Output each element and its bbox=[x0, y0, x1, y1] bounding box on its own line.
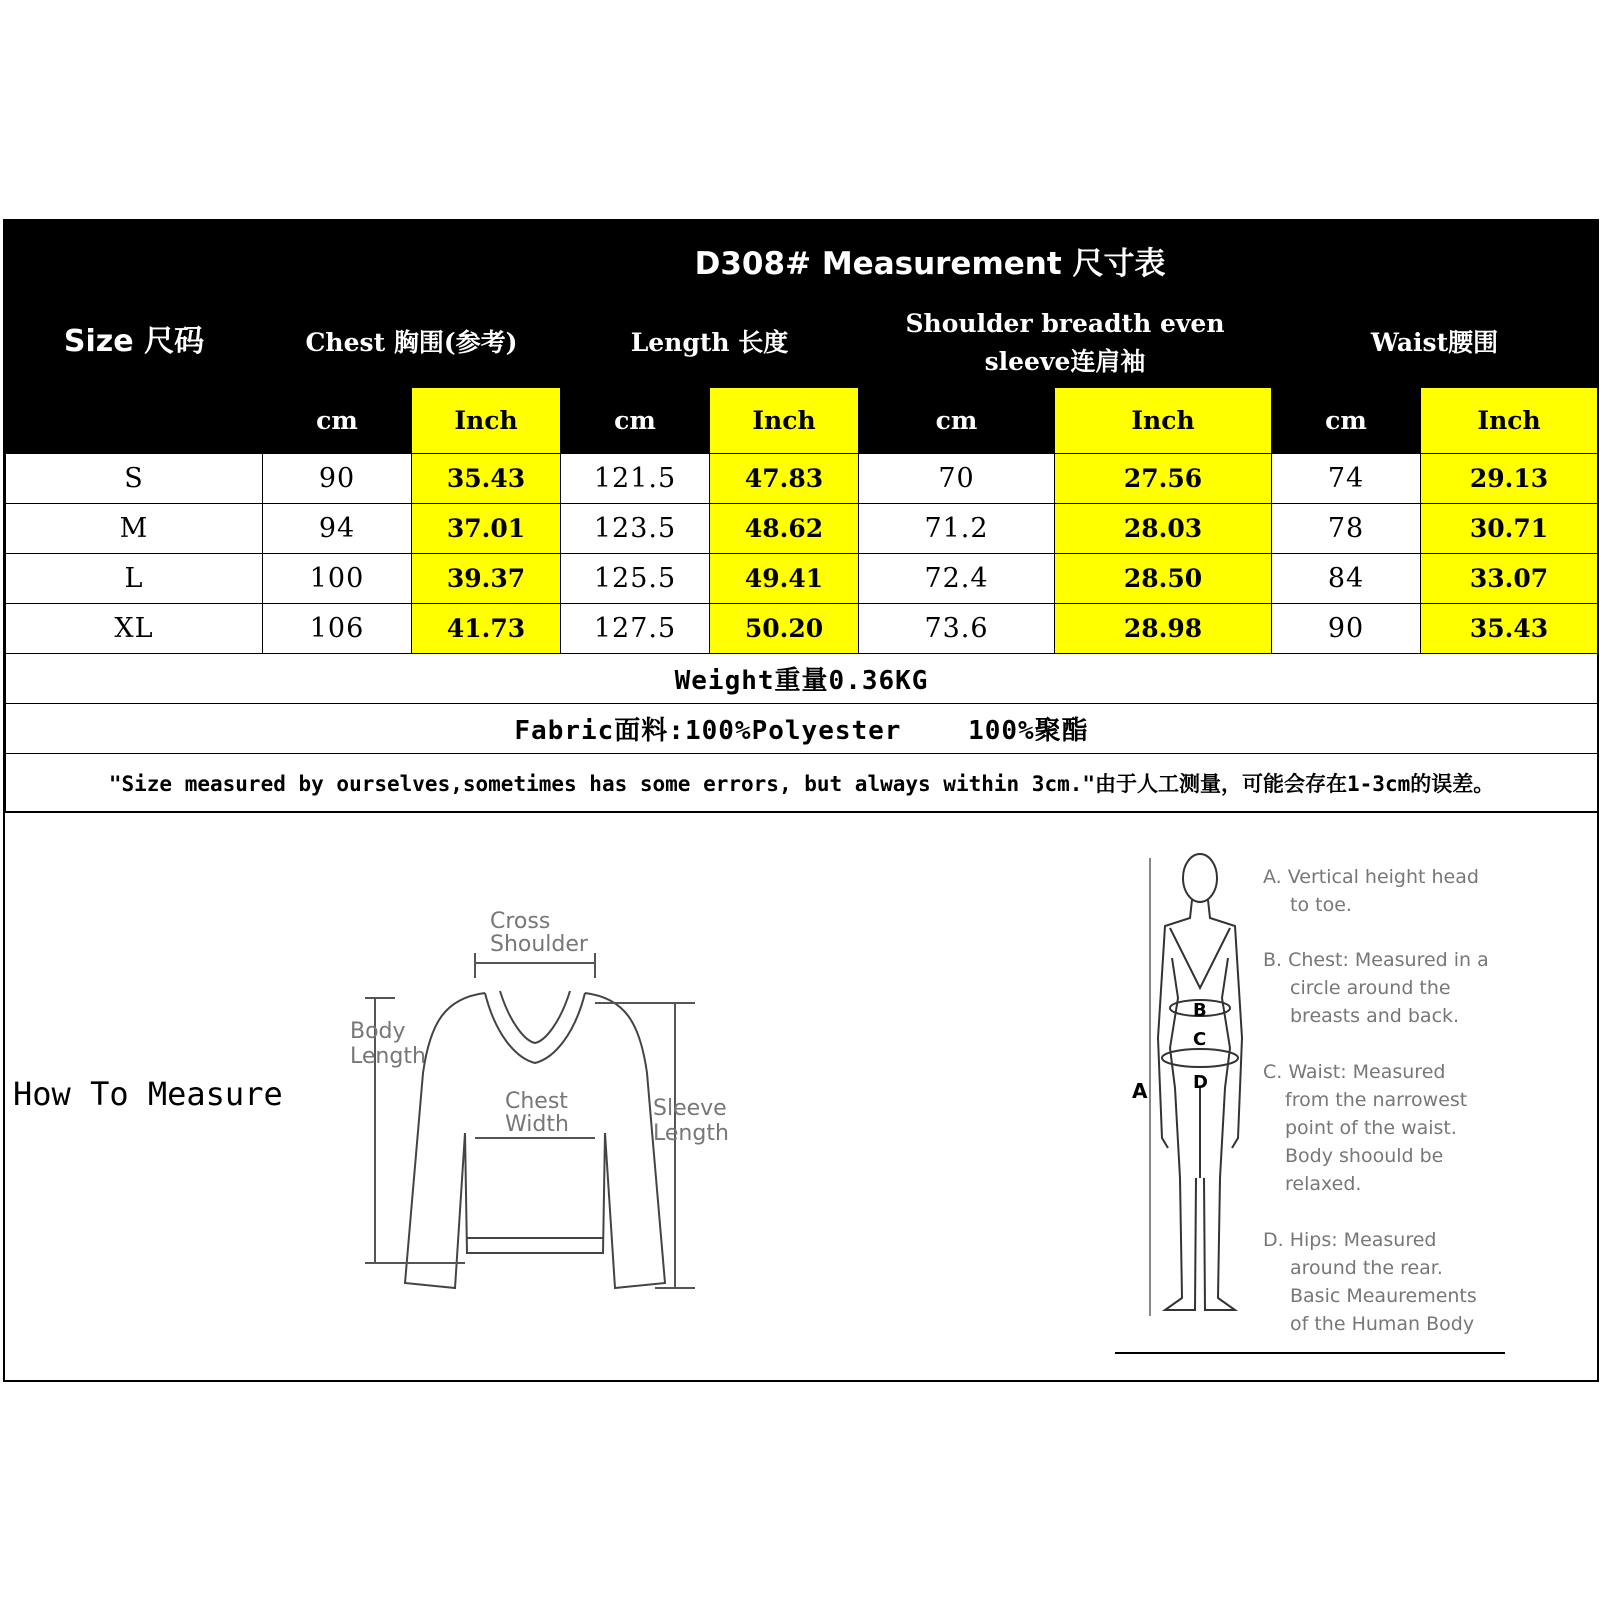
value-cell: 123.5 bbox=[561, 504, 710, 554]
chart-title: D308# Measurement 尺寸表 bbox=[263, 222, 1598, 299]
unit-inch: Inch bbox=[412, 388, 561, 454]
value-cell: 49.41 bbox=[710, 554, 859, 604]
note-c-line: C. Waist: Measured bbox=[1263, 1061, 1446, 1083]
label-shoulder: Shoulder bbox=[490, 932, 588, 957]
value-cell: 106 bbox=[263, 604, 412, 654]
header-shoulder: Shoulder breadth even sleeve连肩袖 bbox=[859, 299, 1272, 388]
value-cell: 127.5 bbox=[561, 604, 710, 654]
fabric-row: Fabric面料:100%Polyester 100%聚酯 bbox=[6, 704, 1598, 754]
table-row bbox=[6, 554, 1598, 604]
value-cell: 30.71 bbox=[1421, 504, 1598, 554]
value-cell: 48.62 bbox=[710, 504, 859, 554]
unit-inch: Inch bbox=[710, 388, 859, 454]
letter-a: A bbox=[1132, 1079, 1148, 1103]
size-cell: M bbox=[6, 504, 263, 554]
value-cell: 28.03 bbox=[1055, 504, 1272, 554]
value-cell: 27.56 bbox=[1055, 454, 1272, 504]
value-cell: 71.2 bbox=[859, 504, 1055, 554]
how-to-measure-section bbox=[5, 812, 1597, 1380]
note-c-line: from the narrowest bbox=[1285, 1089, 1468, 1111]
value-cell: 74 bbox=[1272, 454, 1421, 504]
label-length: Length bbox=[350, 1044, 426, 1069]
note-c-line: relaxed. bbox=[1285, 1173, 1362, 1195]
unit-inch: Inch bbox=[1055, 388, 1272, 454]
header-chest: Chest 胸围(参考) bbox=[263, 299, 561, 388]
unit-cm: cm bbox=[1272, 388, 1421, 454]
note-a-line: to toe. bbox=[1290, 894, 1352, 916]
letter-b: B bbox=[1193, 1000, 1207, 1021]
value-cell: 37.01 bbox=[412, 504, 561, 554]
note-d-line: of the Human Body bbox=[1290, 1313, 1475, 1335]
header-length: Length 长度 bbox=[561, 299, 859, 388]
value-cell: 35.43 bbox=[1421, 604, 1598, 654]
note-b-line: circle around the bbox=[1290, 977, 1451, 999]
value-cell: 90 bbox=[1272, 604, 1421, 654]
body-figure-icon bbox=[1110, 838, 1530, 1358]
value-cell: 50.20 bbox=[710, 604, 859, 654]
note-row: "Size measured by ourselves,sometimes has some errors, but always within 3cm."由于人工测量，可能会存在1-3cm的误差。 bbox=[6, 754, 1598, 812]
value-cell: 70 bbox=[859, 454, 1055, 504]
note-b-line: breasts and back. bbox=[1290, 1005, 1460, 1027]
label-chest: Chest bbox=[505, 1089, 568, 1114]
value-cell: 84 bbox=[1272, 554, 1421, 604]
size-header: Size 尺码 bbox=[6, 222, 263, 454]
value-cell: 100 bbox=[263, 554, 412, 604]
size-cell: XL bbox=[6, 604, 263, 654]
value-cell: 72.4 bbox=[859, 554, 1055, 604]
label-sleeve: Sleeve bbox=[653, 1096, 727, 1121]
size-chart bbox=[3, 219, 1599, 1382]
value-cell: 39.37 bbox=[412, 554, 561, 604]
value-cell: 78 bbox=[1272, 504, 1421, 554]
unit-cm: cm bbox=[263, 388, 412, 454]
label-cross: Cross bbox=[490, 909, 551, 934]
note-c-line: Body shoould be bbox=[1285, 1145, 1444, 1167]
value-cell: 33.07 bbox=[1421, 554, 1598, 604]
note-a-line: A. Vertical height head bbox=[1263, 866, 1479, 888]
unit-inch: Inch bbox=[1421, 388, 1598, 454]
note-c-line: point of the waist. bbox=[1285, 1117, 1457, 1139]
letter-d: D bbox=[1193, 1072, 1208, 1093]
value-cell: 125.5 bbox=[561, 554, 710, 604]
garment-diagram-icon bbox=[335, 883, 775, 1303]
value-cell: 94 bbox=[263, 504, 412, 554]
value-cell: 41.73 bbox=[412, 604, 561, 654]
value-cell: 35.43 bbox=[412, 454, 561, 504]
value-cell: 28.98 bbox=[1055, 604, 1272, 654]
size-cell: S bbox=[6, 454, 263, 504]
size-cell: L bbox=[6, 554, 263, 604]
unit-cm: cm bbox=[561, 388, 710, 454]
table-row bbox=[6, 454, 1598, 504]
note-d-line: D. Hips: Measured bbox=[1263, 1229, 1437, 1251]
note-d-line: around the rear. bbox=[1290, 1257, 1443, 1279]
weight-row: Weight重量0.36KG bbox=[6, 654, 1598, 704]
value-cell: 90 bbox=[263, 454, 412, 504]
letter-c: C bbox=[1193, 1029, 1207, 1050]
label-width: Width bbox=[505, 1112, 569, 1137]
table-row bbox=[6, 504, 1598, 554]
header-waist: Waist腰围 bbox=[1272, 299, 1598, 388]
value-cell: 121.5 bbox=[561, 454, 710, 504]
note-b-line: B. Chest: Measured in a bbox=[1263, 949, 1489, 971]
size-table bbox=[5, 221, 1598, 812]
label-sleeve-length: Length bbox=[653, 1121, 729, 1146]
value-cell: 28.50 bbox=[1055, 554, 1272, 604]
value-cell: 73.6 bbox=[859, 604, 1055, 654]
note-d-line: Basic Meaurements bbox=[1290, 1285, 1477, 1307]
label-body: Body bbox=[350, 1019, 406, 1044]
unit-cm: cm bbox=[859, 388, 1055, 454]
table-row bbox=[6, 604, 1598, 654]
value-cell: 29.13 bbox=[1421, 454, 1598, 504]
how-to-measure-label: How To Measure bbox=[13, 1075, 283, 1113]
value-cell: 47.83 bbox=[710, 454, 859, 504]
